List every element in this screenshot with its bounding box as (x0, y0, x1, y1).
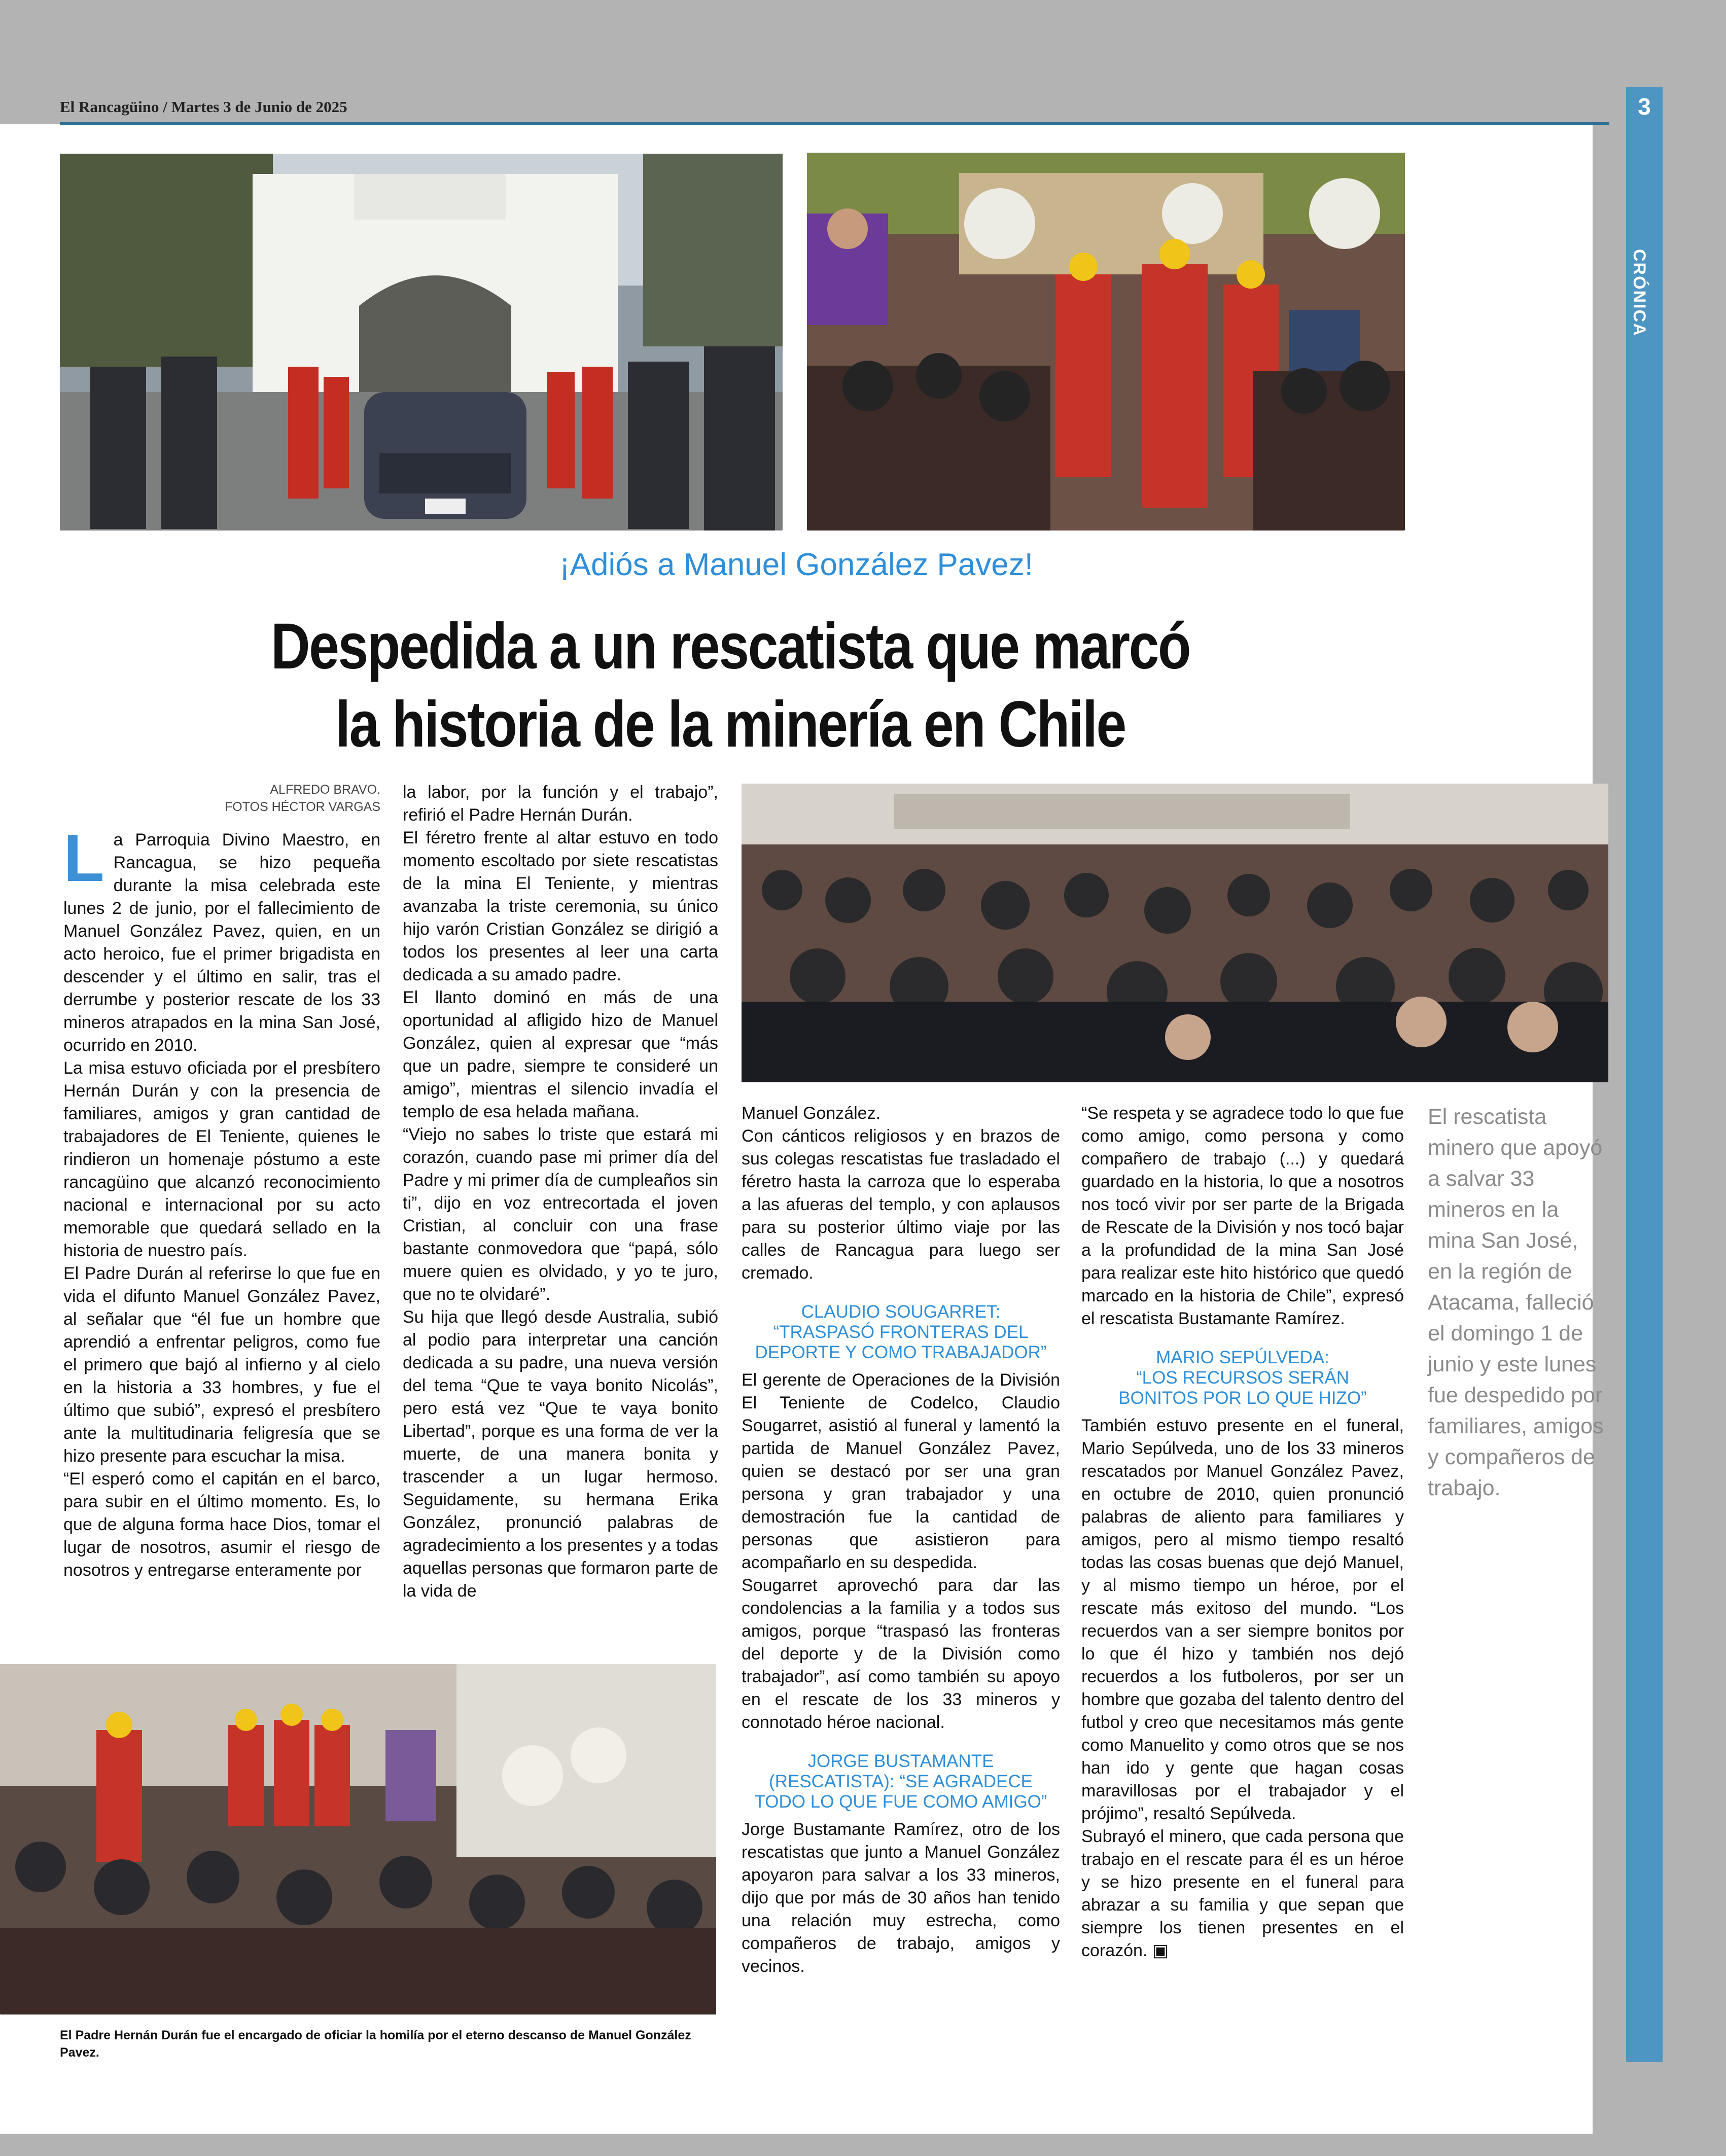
subheading-sougarret (742, 1302, 1060, 1363)
subheading-line: BONITOS POR LO QUE HIZO” (1118, 1388, 1367, 1408)
paragraph: Manuel González. (742, 1104, 881, 1123)
column-3 (742, 1102, 1060, 1978)
drop-cap: L (63, 821, 104, 895)
photo-church-exterior (60, 154, 783, 531)
subheading-line: DEPORTE Y COMO TRABAJADOR” (755, 1342, 1047, 1362)
paragraph: “El esperó como el capitán en el barco, para subir en el último momento. Es, lo que de alguna forma hace Dios, tomar el lugar de nosotros, asumir el riesgo de nosotros y entregarse enteramente por (63, 1469, 380, 1580)
paragraph: El llanto dominó en más de una oportunidad al afligido hizo de Manuel González, quien al expresar que “más que un padre, siempre te consideré un amigo”, mientras el silencio invadía el templo de esa helada mañana. (403, 988, 718, 1121)
paragraph: “Viejo no sabes lo triste que estará mi corazón, cuando pase mi primer día del Padre y mi primer día de cumpleaños sin ti”, dijo en voz entrecortada el joven Cristian, al concluir con una frase bastante conmovedora que “papá, sólo muere quien es olvidado, y yo te juro, que no te olvidaré”. (403, 1125, 718, 1304)
photo-homily (0, 1664, 716, 2014)
paragraph: El Padre Durán al referirse lo que fue en vida el difunto Manuel González Pavez, al señalar que “él fue un hombre que aprendió a enfrentar peligros, como fue el primero que bajó al infierno y al cielo en la historia a 33 hombres, y fue el último que subió”, expresó el presbítero ante la multitudinaria feligresía que se hizo presente para escuchar la misa. (63, 1264, 380, 1466)
paragraph: El féretro frente al altar estuvo en todo momento escoltado por siete rescatistas de la mina El Teniente, y mientras avanzaba la triste ceremonia, su único hijo varón Cristian González se dirigió a todos los presentes al leer una carta dedicada a su amado padre. (403, 828, 718, 984)
subheading-line: “TRASPASÓ FRONTERAS DEL (773, 1322, 1029, 1342)
byline-photos: FOTOS HÉCTOR VARGAS (225, 800, 380, 814)
pull-quote: El rescatista minero que apoyó a salvar 33 mineros en la mina San José, en la región de Atacama, falleció el domingo 1 de junio y este lunes fue despedido por familiares, amigos y compañeros de trabajo. (1428, 1105, 1604, 1500)
column-4 (1081, 1102, 1404, 1962)
paragraph-text: a Parroquia Divino Maestro, en Rancagua, se hizo pequeña durante la misa celebrada este lunes 2 de junio, por el fallecimiento de Manuel González Pavez, quien, en un acto heroico, fue el primer brigadista en descender y el último en salir, tras el derrumbe y posterior rescate de los 33 mineros atrapados en la mina San José, ocurrido en 2010. (63, 830, 380, 1055)
end-mark-icon: ▣ (1152, 1941, 1169, 1960)
column-2 (403, 781, 718, 1603)
subheading-line: “LOS RECURSOS SERÁN (1136, 1368, 1350, 1388)
header-rule (60, 122, 1609, 125)
article-headline (117, 608, 1344, 764)
photo-congregation (742, 784, 1608, 1082)
paragraph: La misa estuvo oficiada por el presbítero Hernán Durán y con la presencia de familiares, amigos y gran cantidad de trabajadores de El Teniente, quienes le rindieron un homenaje póstumo a este rancagüino que alcanzó reconocimiento nacional e internacional por su acto memorable que quedará sellado en la historia de nuestro país. (63, 1058, 380, 1260)
paragraph: El gerente de Operaciones de la División El Teniente de Codelco, Claudio Sougarret, asistió al funeral y lamentó la partida de Manuel González Pavez, quien se destacó por ser una gran persona y gran trabajador y una demostración fue la cantidad de personas que asistieron para acompañarlo en su despedida. (742, 1370, 1060, 1572)
photo-altar-rescuers (807, 153, 1405, 531)
subheading-line: JORGE BUSTAMANTE (807, 1751, 994, 1771)
paragraph: Con cánticos religiosos y en brazos de sus colegas rescatistas fue trasladado el féretro hasta la carroza que lo esperaba a las afueras del templo, y con aplausos para su posterior último viaje por las calles de Rancagua para luego ser cremado. (742, 1126, 1060, 1283)
paragraph-text: Subrayó el minero, que cada persona que trabajo en el rescate para él es un héroe y se hizo presente en el funeral para abrazar a su familia y que sepan que siempre los tienen presentes en el corazón. (1081, 1827, 1404, 1960)
subheading-line: TODO LO QUE FUE COMO AMIGO” (754, 1792, 1047, 1812)
photo-caption: El Padre Hernán Durán fue el encargado de oficiar la homilía por el eterno descanso de Manuel González Pavez. (60, 2028, 691, 2060)
paragraph: También estuvo presente en el funeral, Mario Sepúlveda, uno de los 33 mineros rescatados por Manuel González Pavez, en octubre de 2010, quien pronunció palabras de aliento para familiares y amigos, pero al mismo tiempo resaltó todas las cosas buenas que dejó Manuel, y al mismo tiempo un héroe, por el rescate más exitoso del mundo. “Los recuerdos van a ser siempre bonitos por lo que él hizo y también nos dejó recuerdos a los futboleros, por ser un hombre que gozaba del talento dentro del futbol y creo que necesitamos más gente como Manuelito y como otros que se nos han ido y gente que hagan cosas maravillosas por el trabajador y el prójimo”, resaltó Sepúlveda. (1081, 1416, 1404, 1823)
column-1 (63, 821, 380, 1582)
headline-line-2: la historia de la minería en Chile (335, 688, 1125, 761)
subheading-line: MARIO SEPÚLVEDA: (1156, 1348, 1329, 1367)
paragraph: “Se respeta y se agradece todo lo que fue como amigo, como persona y como compañero de trabajo (...) y quedará guardado en la historia, lo que a nosotros nos tocó vivir por ser parte de la Brigada de Rescate de la División y nos tocó bajar a la profundidad de la mina San José para realizar este hito histórico que quedó marcado en la historia de Chile”, expresó el rescatista Bustamante Ramírez. (1081, 1104, 1404, 1328)
paragraph: la labor, por la función y el trabajo”, refirió el Padre Hernán Durán. (403, 783, 718, 825)
paragraph: Sougarret aprovechó para dar las condolencias a la familia y a todos sus amigos, porque “traspasó las fronteras del deporte y de la División como trabajador”, así como también su apoyo en el rescate de los 33 mineros y connotado héroe nacional. (742, 1576, 1060, 1732)
page-number: 3 (1638, 93, 1651, 120)
paragraph (63, 821, 380, 1057)
header-separator: / (163, 98, 167, 116)
paragraph: Jorge Bustamante Ramírez, otro de los rescatistas que junto a Manuel González apoyaron para salvar a los 33 mineros, dijo que por más de 30 años han tenido una relación muy estrecha, como compañeros de trabajo, amigos y vecinos. (742, 1820, 1060, 1976)
article-kicker: ¡Adiós a Manuel González Pavez! (559, 547, 1033, 582)
paragraph: Su hija que llegó desde Australia, subió al podio para interpretar una canción dedicada a su padre, una nueva versión del tema “Que te vaya bonito Nicolás”, pero está vez “Que te vaya bonito Libertad”, porque es una forma de ver la muerte, de una manera bonita y trascender a un lugar hermoso. Seguidamente, su hermana Erika González, pronunció palabras de agradecimiento a los presentes y a todas aquellas personas que formaron parte de la vida de (403, 1307, 718, 1601)
newspaper-name: El Rancagüino (60, 98, 159, 116)
subheading-sepulveda (1081, 1348, 1404, 1408)
paragraph (1081, 1825, 1404, 1962)
byline (152, 781, 380, 816)
issue-date: Martes 3 de Junio de 2025 (171, 98, 347, 116)
section-label: CRÓNICA (1630, 249, 1649, 337)
subheading-bustamante (742, 1751, 1060, 1812)
subheading-line: (RESCATISTA): “SE AGRADECE (769, 1772, 1033, 1791)
headline-line-1: Despedida a un rescatista que marcó (270, 610, 1190, 683)
subheading-line: CLAUDIO SOUGARRET: (801, 1302, 1001, 1322)
byline-author: ALFREDO BRAVO. (270, 783, 380, 797)
page-header (60, 98, 347, 116)
section-tab (1626, 87, 1663, 2062)
